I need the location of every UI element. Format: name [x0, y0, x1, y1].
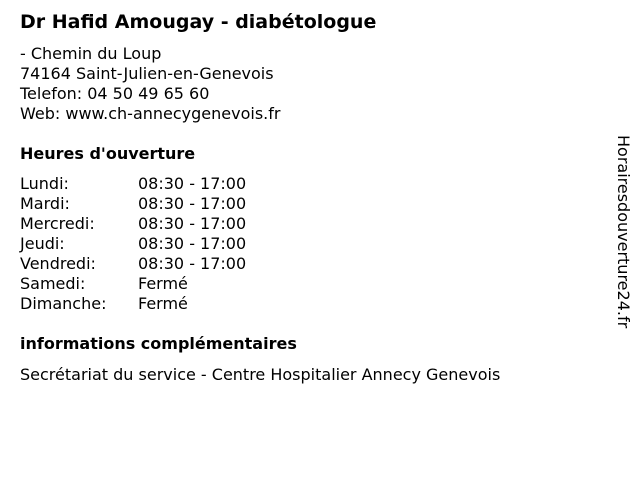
hours-row-tuesday [20, 194, 246, 214]
hours-day: Dimanche: [20, 294, 107, 313]
hours-row-sunday [20, 294, 246, 314]
hours-time: 08:30 - 17:00 [138, 214, 247, 233]
opening-hours-heading: Heures d'ouverture [20, 144, 196, 163]
hours-day: Jeudi: [20, 234, 65, 253]
hours-day: Vendredi: [20, 254, 96, 273]
address-block [20, 44, 280, 124]
address-city: 74164 Saint-Julien-en-Genevois [20, 64, 274, 83]
opening-hours-table [20, 174, 246, 314]
hours-row-thursday [20, 234, 246, 254]
hours-time: 08:30 - 17:00 [138, 174, 247, 193]
hours-time: 08:30 - 17:00 [138, 254, 247, 273]
hours-time: Fermé [138, 294, 188, 313]
additional-info-heading: informations complémentaires [20, 334, 297, 353]
site-watermark: Horairesdouverture24.fr [614, 135, 633, 329]
additional-info-text: Secrétariat du service - Centre Hospitalier Annecy Genevois [20, 365, 501, 384]
website: Web: www.ch-annecygenevois.fr [20, 104, 281, 123]
phone-number: Telefon: 04 50 49 65 60 [20, 84, 210, 103]
hours-time: 08:30 - 17:00 [138, 194, 247, 213]
hours-row-monday [20, 174, 246, 194]
hours-row-wednesday [20, 214, 246, 234]
hours-row-friday [20, 254, 246, 274]
address-street: - Chemin du Loup [20, 44, 162, 63]
hours-day: Samedi: [20, 274, 86, 293]
hours-time: 08:30 - 17:00 [138, 234, 247, 253]
page-title: Dr Hafid Amougay - diabétologue [20, 11, 377, 33]
hours-day: Lundi: [20, 174, 69, 193]
hours-day: Mardi: [20, 194, 70, 213]
hours-time: Fermé [138, 274, 188, 293]
hours-day: Mercredi: [20, 214, 95, 233]
hours-row-saturday [20, 274, 246, 294]
